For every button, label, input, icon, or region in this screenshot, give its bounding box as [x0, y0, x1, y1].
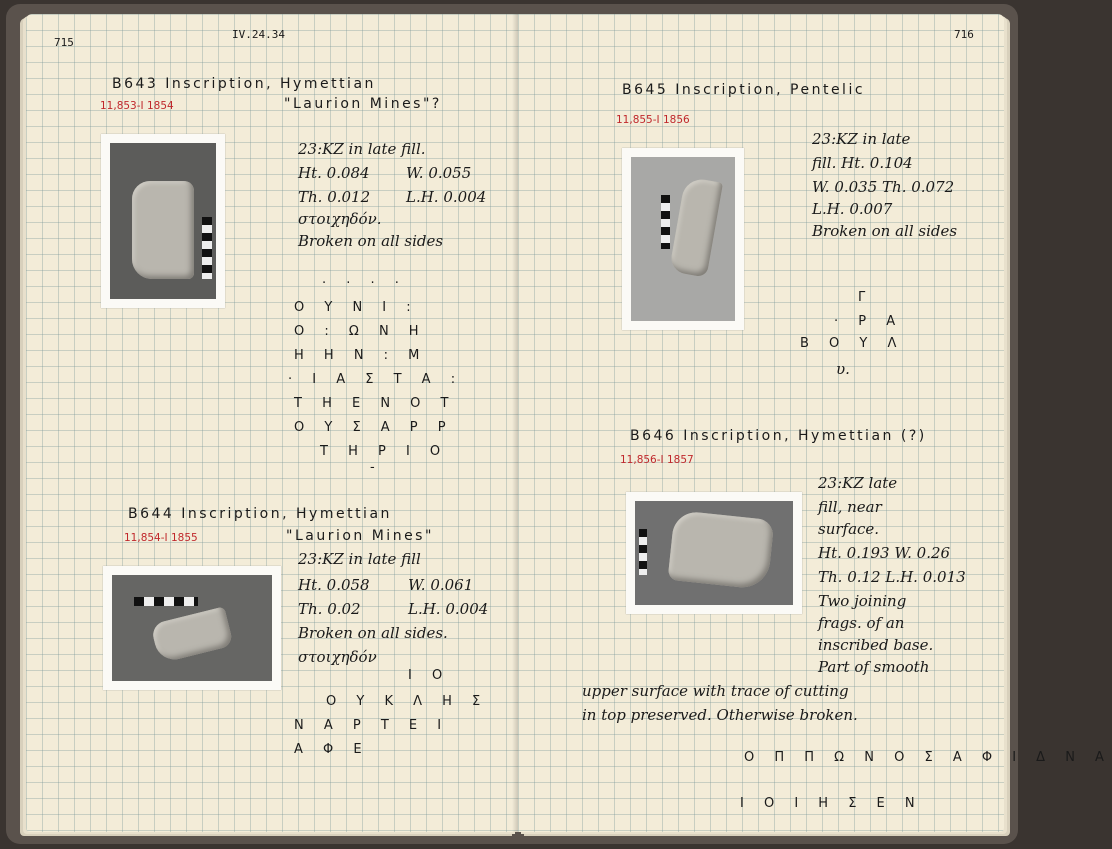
note-letter-height: L.H. 0.004	[406, 188, 487, 206]
note-width: W. 0.055	[406, 164, 472, 182]
note-line: in top preserved. Otherwise broken.	[582, 706, 858, 724]
note-line: 23:KZ in late fill.	[298, 140, 426, 158]
page-number: 716	[954, 28, 974, 41]
page-number: 715	[54, 36, 74, 49]
note-line: inscribed base.	[818, 636, 934, 654]
right-page	[518, 14, 1112, 832]
greek-line: υ.	[836, 360, 850, 378]
note-condition: Broken on all sides.	[298, 624, 448, 642]
greek-line: Η Η Ν : Μ	[294, 348, 428, 363]
note-line: surface.	[818, 520, 880, 538]
left-page	[26, 14, 518, 832]
inventory-number: 11,854-I 1855	[124, 532, 198, 544]
note-line: Two joining	[818, 592, 907, 610]
note-line: 23:KZ late	[818, 474, 898, 492]
inventory-number: 11,853-I 1854	[100, 100, 174, 112]
entry-heading: B646 Inscription, Hymettian (?)	[630, 428, 927, 444]
greek-line: Ο : Ω Ν Η	[294, 324, 427, 339]
greek-line: · Ρ Α	[834, 314, 904, 329]
note-height: Ht. 0.084	[298, 164, 370, 182]
greek-line: Τ Η Ρ Ι Ο	[320, 444, 449, 459]
note-height: Ht. 0.058	[298, 576, 370, 594]
entry-subheading: "Laurion Mines"?	[284, 96, 442, 112]
note-line: W. 0.035 Th. 0.072	[812, 178, 955, 196]
note-line: 23:KZ in late fill	[298, 550, 421, 568]
note-line: upper surface with trace of cutting	[582, 682, 849, 700]
note-width: W. 0.061	[408, 576, 474, 594]
greek-line: Β Ο Υ Λ	[800, 336, 905, 351]
artifact-photo	[626, 492, 802, 614]
greek-line: Ο Υ Ν Ι :	[294, 300, 419, 315]
entry-heading: B644 Inscription, Hymettian	[128, 506, 392, 522]
note-line: 23:KZ in late	[812, 130, 911, 148]
note-condition: Broken on all sides	[812, 222, 958, 240]
note-dimensions: Ht. 0.193 W. 0.26	[818, 544, 951, 562]
greek-line: · Ι Α Σ Τ Α :	[288, 372, 464, 387]
inventory-number: 11,855-I 1856	[616, 114, 690, 126]
note-thickness: Th. 0.02	[298, 600, 361, 618]
note-stoichedon: στοιχηδόν.	[298, 210, 382, 228]
note-line: frags. of an	[818, 614, 905, 632]
entry-subheading: "Laurion Mines"	[286, 528, 434, 544]
page-date: IV.24.34	[232, 28, 285, 41]
note-thickness: Th. 0.012	[298, 188, 371, 206]
entry-heading: B645 Inscription, Pentelic	[622, 82, 866, 98]
artifact-photo	[101, 134, 225, 308]
greek-line: Ι Ο Ι Η Σ Ε Ν	[740, 796, 923, 811]
greek-line: Ο Υ Κ Λ Η Σ	[326, 694, 489, 709]
greek-line: Ν Α Ρ Τ Ε Ι	[294, 718, 450, 733]
artifact-photo	[103, 566, 281, 690]
note-line: fill, near	[818, 498, 882, 516]
note-stoichedon: στοιχηδόν	[298, 648, 377, 666]
artifact-photo	[622, 148, 744, 330]
note-line: fill. Ht. 0.104	[812, 154, 913, 172]
greek-line: -	[370, 460, 383, 475]
note-letter-height: L.H. 0.007	[812, 200, 893, 218]
entry-heading: B643 Inscription, Hymettian	[112, 76, 376, 92]
greek-line: Ο Π Π Ω Ν Ο Σ Α Φ Ι Δ Ν Α	[744, 750, 1112, 765]
greek-line: Τ Η Ε Ν Ο Τ	[294, 396, 457, 411]
note-letter-height: L.H. 0.004	[408, 600, 489, 618]
note-line: Part of smooth	[818, 658, 930, 676]
greek-line: Ο Υ Σ Α Ρ Ρ	[294, 420, 454, 435]
note-condition: Broken on all sides	[298, 232, 444, 250]
greek-line: Α Φ Ε	[294, 742, 370, 757]
note-dimensions: Th. 0.12 L.H. 0.013	[818, 568, 966, 586]
greek-line: Ι Ο	[408, 668, 451, 683]
greek-line: · · · ·	[322, 276, 407, 291]
greek-line: Γ	[858, 290, 874, 305]
inventory-number: 11,856-I 1857	[620, 454, 694, 466]
